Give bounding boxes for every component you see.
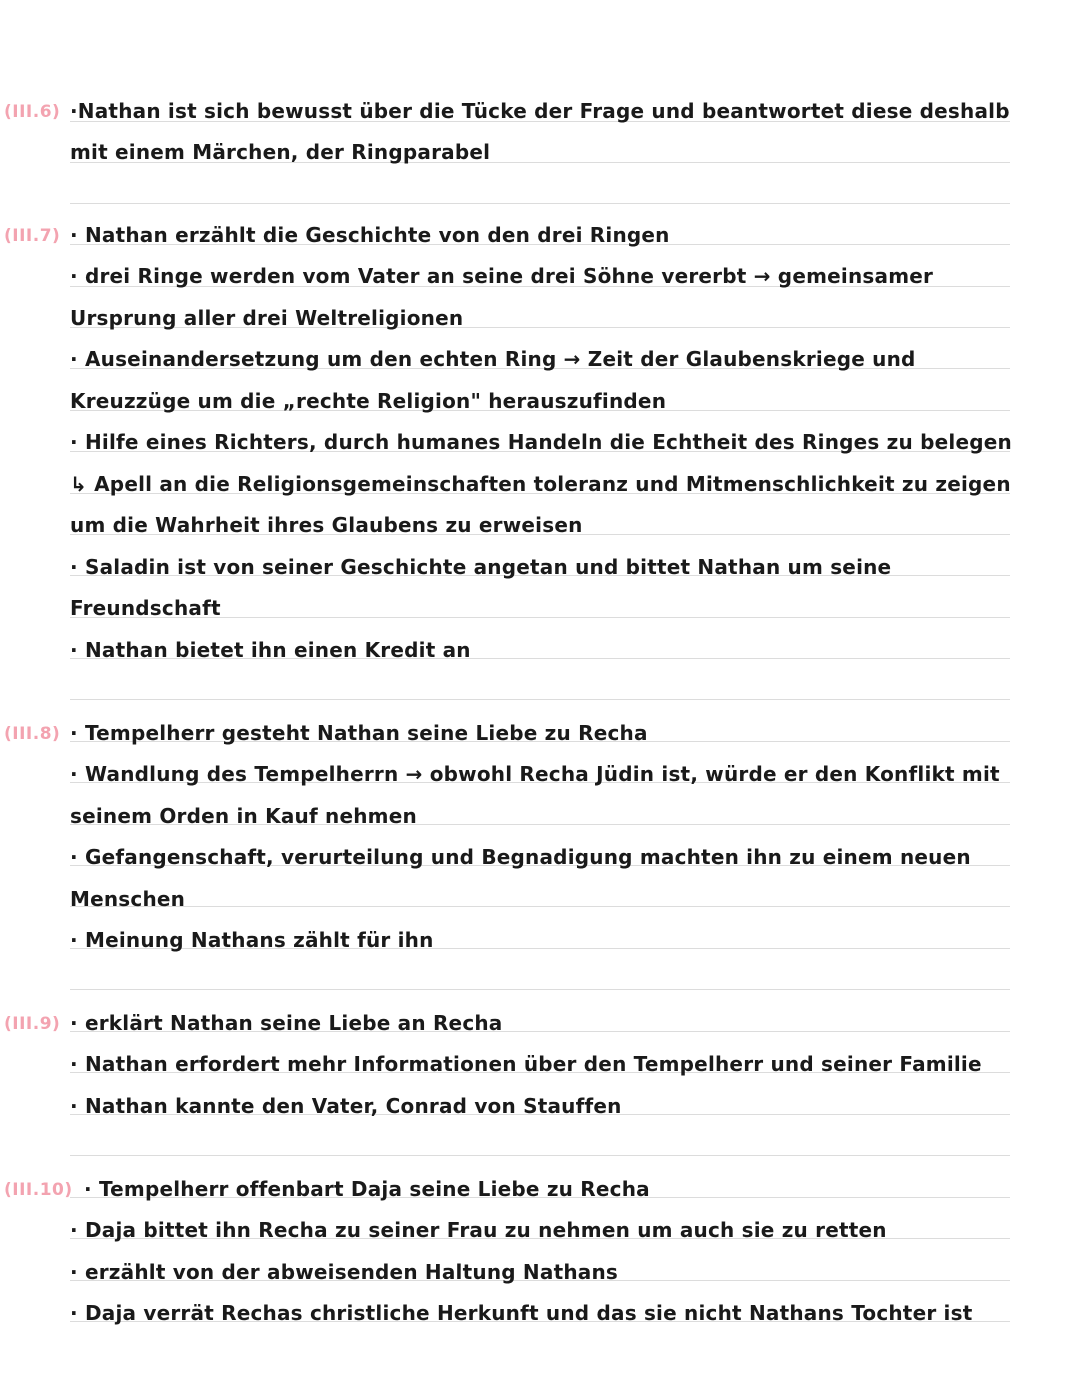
note-line: · Tempelherr offenbart Daja seine Liebe zu Recha bbox=[84, 1177, 650, 1201]
note-line: · Daja bittet ihn Recha zu seiner Frau zu nehmen um auch sie zu retten bbox=[70, 1218, 887, 1242]
note-line: seinem Orden in Kauf nehmen bbox=[70, 804, 417, 828]
section-label-iii-10: (III.10) bbox=[4, 1180, 73, 1200]
note-line: · Nathan kannte den Vater, Conrad von Stauffen bbox=[70, 1094, 622, 1118]
ruled-line bbox=[70, 203, 1010, 204]
note-line: · Nathan erfordert mehr Informationen über den Tempelherr und seiner Familie bbox=[70, 1052, 982, 1076]
note-line: Kreuzzüge um die „rechte Religion" herauszufinden bbox=[70, 389, 667, 413]
note-line: ↳ Apell an die Religionsgemeinschaften toleranz und Mitmenschlichkeit zu zeigen bbox=[70, 472, 1011, 496]
note-line: · Nathan bietet ihn einen Kredit an bbox=[70, 638, 471, 662]
note-line: · Nathan erzählt die Geschichte von den drei Ringen bbox=[70, 223, 670, 247]
note-line: · erzählt von der abweisenden Haltung Nathans bbox=[70, 1260, 619, 1284]
note-line: Menschen bbox=[70, 887, 186, 911]
note-line: · Hilfe eines Richters, durch humanes Handeln die Echtheit des Ringes zu belegen bbox=[70, 430, 1012, 454]
note-line: · Gefangenschaft, verurteilung und Begnadigung machten ihn zu einem neuen bbox=[70, 845, 971, 869]
note-line: · Meinung Nathans zählt für ihn bbox=[70, 928, 434, 952]
note-line: Ursprung aller drei Weltreligionen bbox=[70, 306, 464, 330]
note-line: · Wandlung des Tempelherrn → obwohl Recha Jüdin ist, würde er den Konflikt mit bbox=[70, 762, 1000, 786]
note-line: · erklärt Nathan seine Liebe an Recha bbox=[70, 1011, 503, 1035]
note-line: · Daja verrät Rechas christliche Herkunft und das sie nicht Nathans Tochter ist bbox=[70, 1301, 973, 1325]
note-line: · Saladin ist von seiner Geschichte angetan und bittet Nathan um seine bbox=[70, 555, 892, 579]
note-line: ·Nathan ist sich bewusst über die Tücke der Frage und beantwortet diese deshalb bbox=[70, 99, 1010, 123]
note-line: · drei Ringe werden vom Vater an seine drei Söhne vererbt → gemeinsamer bbox=[70, 264, 934, 288]
section-label-iii-9: (III.9) bbox=[4, 1014, 61, 1034]
note-line: · Auseinandersetzung um den echten Ring → Zeit der Glaubenskriege und bbox=[70, 347, 916, 371]
section-label-iii-8: (III.8) bbox=[4, 724, 61, 744]
ruled-line bbox=[70, 989, 1010, 990]
section-label-iii-6: (III.6) bbox=[4, 102, 61, 122]
ruled-line bbox=[70, 699, 1010, 700]
section-label-iii-7: (III.7) bbox=[4, 226, 61, 246]
ruled-line bbox=[70, 1155, 1010, 1156]
note-line: · Tempelherr gesteht Nathan seine Liebe zu Recha bbox=[70, 721, 648, 745]
note-line: Freundschaft bbox=[70, 596, 221, 620]
note-line: mit einem Märchen, der Ringparabel bbox=[70, 140, 491, 164]
note-line: um die Wahrheit ihres Glaubens zu erweisen bbox=[70, 513, 583, 537]
